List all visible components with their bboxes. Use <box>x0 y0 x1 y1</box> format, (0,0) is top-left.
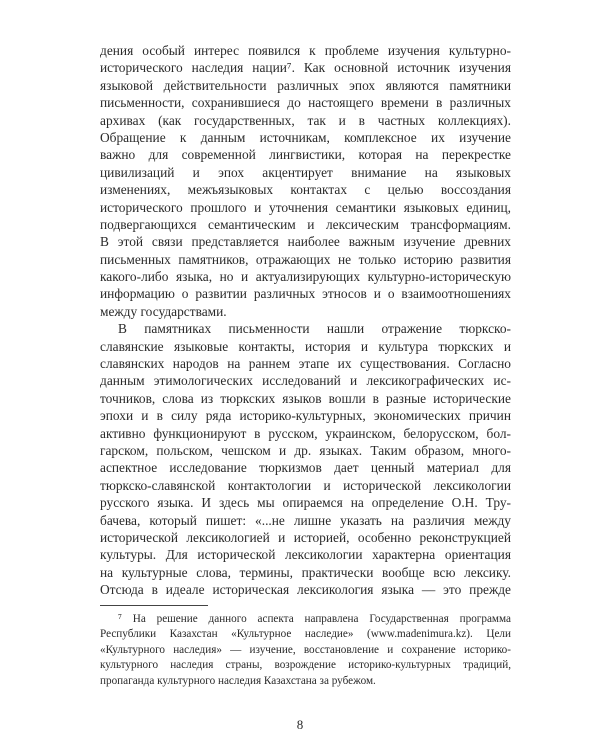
text-line: культуры. Для исторической лексикологии характерна ориентация <box>100 547 511 563</box>
text-line: В этой связи представляется наиболее важным изучение древних <box>100 234 511 250</box>
main-text <box>100 42 511 599</box>
footnote-line: «Культурного наследия» — изучение, восстановление и сохранение историко- <box>100 643 511 656</box>
text-line: письменных памятников, отражающих не только историю развития <box>100 251 511 267</box>
footnote-line: культурного наследия страны, возрождение историко-культурных традиций, <box>100 659 511 672</box>
text-line: точников, слова из тюркских языков вошли в разные исторические <box>100 390 511 406</box>
text-line: гарском, польском, чешском и др. языках. Таким образом, много- <box>100 442 511 458</box>
text-line: исторического наследия нации⁷. Как основной источник изучения <box>100 60 511 76</box>
text-line: русского языка. И здесь мы опираемся на определение О.Н. Тру- <box>100 495 511 511</box>
text-line: изменениях, межъязыковых контактах с целью воссоздания <box>100 182 511 198</box>
text-line: архивах (как государственных, так и в частных коллекциях). <box>100 112 511 128</box>
text-line: информацию о развитии различных этносов и о взаимоотношениях <box>100 286 511 302</box>
text-line: тюркско-славянской контактологии и исторической лексикологии <box>100 477 511 493</box>
text-line: письменности, сохранившиеся до настоящего времени в различных <box>100 95 511 111</box>
text-line: цивилизаций и эпох акцентирует внимание на языковых <box>100 164 511 180</box>
text-line: исторического прошлого и уточнения семантики языковых единиц, <box>100 199 511 215</box>
text-line: дения особый интерес появился к проблеме изучения культурно- <box>100 43 511 58</box>
text-line: В памятниках письменности нашли отражение тюркско- <box>118 321 511 337</box>
page-number: 8 <box>296 717 304 732</box>
text-line: эпохи и в силу ряда историко-культурных, экономических причин <box>100 408 511 424</box>
text-line: Отсюда в идеале историческая лексикология языка — это прежде <box>100 582 511 598</box>
text-line: языковой действительности различных эпох являются памятники <box>100 77 511 93</box>
footnote-block <box>100 612 511 689</box>
footnote-line: ⁷ На решение данного аспекта направлена Государственная программа <box>118 613 511 625</box>
text-line: между государствами. <box>100 303 227 319</box>
footnote-line: Республики Казахстан «Культурное наследие» (www.madenimura.kz). Цели <box>100 628 511 641</box>
text-line: славянские языковые контакты, история и культура тюркских и <box>100 338 511 354</box>
text-line: аспектное исследование тюркизмов дает ценный материал для <box>100 460 511 476</box>
text-line: на культурные слова, термины, практически вообще всю лексику. <box>100 564 511 580</box>
text-line: исторической лексикологией и историей, особенно реконструкцией <box>100 529 511 545</box>
text-line: Обращение к данным источникам, комплексное их изучение <box>100 129 511 145</box>
text-line: какого-либо языка, но и актуализирующих культурно-историческую <box>100 269 511 285</box>
footnote-divider <box>100 605 208 606</box>
text-line: бачева, который пишет: «...не лишне указать на различия между <box>100 512 511 528</box>
footnote-line: пропаганда культурного наследия Казахстана за рубежом. <box>100 674 376 687</box>
text-line: важно для современной лингвистики, которая на перекрестке <box>100 147 511 163</box>
text-line: славянских народов на раннем этапе их существования. Согласно <box>100 356 511 372</box>
text-line: подвергающихся семантическим и лексическим трансформациям. <box>100 216 511 232</box>
text-line: активно функционируют в русском, украинском, белорусском, бол- <box>100 425 511 441</box>
text-line: данным этимологических исследований и лексикографических ис- <box>100 373 511 389</box>
